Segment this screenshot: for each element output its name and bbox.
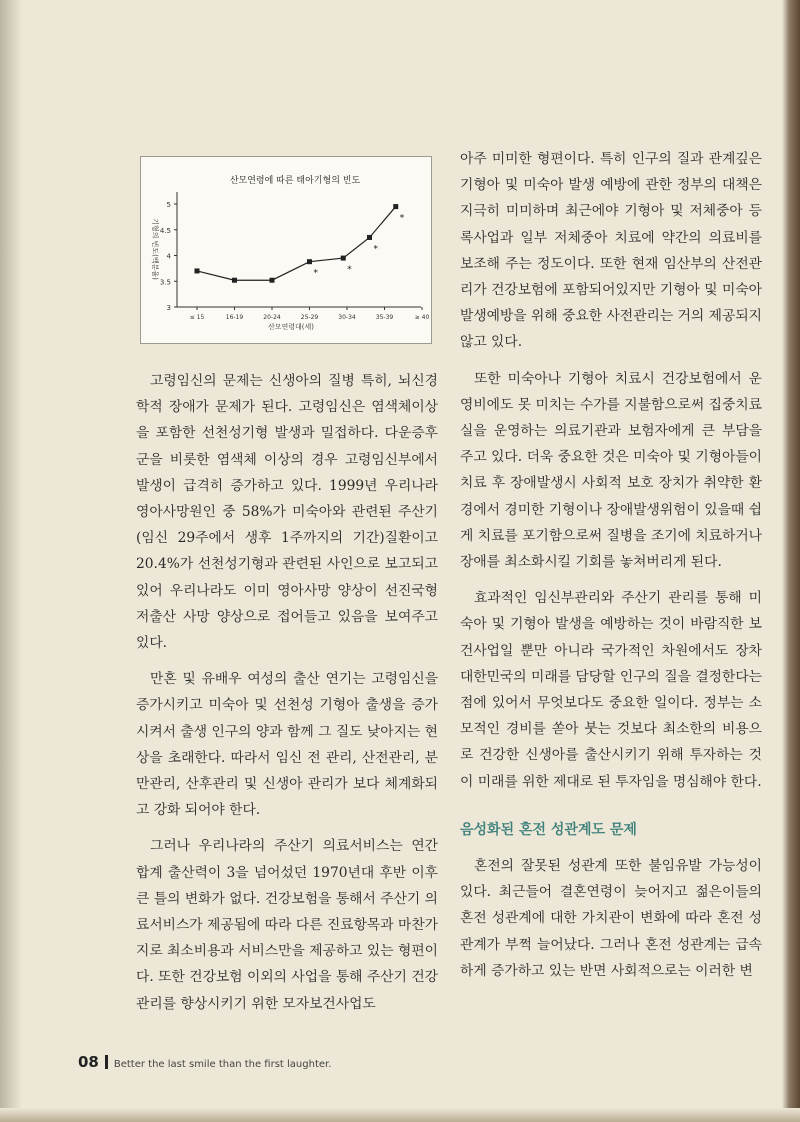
paragraph: 효과적인 임신부관리와 주산기 관리를 통해 미숙아 및 기형아 발생을 예방하는 것이 바람직한 보건사업일 뿐만 아니라 국가적인 차원에서도 장차 대한민국의 미래를 담당할 인구의 질을 결정한다는 점에 있어서 무엇보다도 중요한 일이다. 정부는 소모적인 경비를 쏟아 붓는 것보다 최소한의 비용으로 건강한 신생아를 출산시키기 위해 투자하는 것이 미래를 위한 제대로 된 투자임을 명심해야 한다.	[460, 590, 762, 790]
data-point	[232, 278, 237, 283]
x-tick-label: ≤ 15	[189, 314, 205, 321]
data-point	[367, 235, 372, 240]
page-bottom-edge	[0, 1108, 800, 1122]
data-point	[341, 256, 346, 261]
significance-marker: *	[373, 244, 378, 255]
x-tick-label: 16-19	[225, 314, 244, 321]
data-point	[393, 204, 398, 209]
paragraph: 만혼 및 유배우 여성의 출산 연기는 고령임신을 증가시키고 미숙아 및 선천성 기형아 출생을 증가시켜서 출생 인구의 양과 함께 그 질도 낮아지는 현상을 초래한다. 따라서 임신 전 관리, 산전관리, 분만관리, 산후관리 및 신생아 관리가 보다 체계화되고 강화 되어야 한다.	[136, 671, 438, 819]
significance-marker: *	[313, 268, 318, 279]
section-heading: 음성화된 혼전 성관계도 문제	[460, 821, 637, 838]
page-number: 08	[78, 1053, 99, 1071]
y-tick-label: 5	[166, 201, 171, 209]
right-column	[460, 146, 762, 984]
left-column	[136, 368, 438, 1017]
paragraph: 혼전의 잘못된 성관계 또한 불임유발 가능성이 있다. 최근들어 결혼연령이 늦어지고 젊은이들의 혼전 성관계에 대한 가치관이 변화에 따라 혼전 성관계가 부쩍 늘어났다. 그러나 혼전 성관계는 급속하게 증가하고 있는 반면 사회적으로는 이러한 변	[460, 858, 762, 979]
x-tick-label: 25-29	[300, 314, 319, 321]
chart-title: 산모연령에 따른 태아기형의 빈도	[229, 176, 361, 186]
y-tick-label: 4.5	[159, 226, 171, 235]
significance-marker: *	[399, 213, 405, 224]
paragraph: 아주 미미한 형편이다. 특히 인구의 질과 관계깊은 기형아 및 미숙아 발생 예방에 관한 정부의 대책은 지극히 미미하며 최근에야 기형아 및 저체중아 등록사업과 일부 저체중아 치료에 약간의 의료비를 보조해 주는 정도이다. 또한 현재 임산부의 산전관리가 건강보험에 포함되어있지만 기형아 및 미숙아 발생예방을 위해 중요한 사전관리는 거의 제공되지 않고 있다.	[460, 151, 762, 351]
x-axis-label: 산모연령대(세)	[267, 323, 315, 331]
x-tick-label: 35-39	[375, 314, 394, 321]
page-edge	[782, 0, 800, 1122]
binding-shadow	[0, 0, 22, 1122]
y-tick-label: 3	[166, 304, 171, 312]
y-tick-label: 3.5	[159, 278, 171, 287]
data-point	[195, 268, 200, 273]
paragraph: 그러나 우리나라의 주산기 의료서비스는 연간 합계 출산력이 3을 넘어섰던 1970년대 후반 이후 큰 틀의 변화가 없다. 건강보험을 통해서 주산기 의료서비스가 제공됨에 따라 다른 진료항목과 마찬가지로 최소비용과 서비스만을 제공하고 있는 형편이다. 또한 건강보험 이외의 사업을 통해 주산기 건강관리를 향상시키기 위한 모자보건사업도	[136, 838, 438, 1012]
x-tick-label: 30-34	[338, 314, 356, 321]
paragraph: 또한 미숙아나 기형아 치료시 건강보험에서 운영비에도 못 미치는 수가를 지불함으로써 집중치료실을 운영하는 의료기관과 보험자에게 큰 부담을 주고 있다. 더욱 중요한 것은 미숙아 및 기형아들이 치료 후 장애발생시 사회적 보호 장치가 취약한 환경에서 경미한 기형이나 장애발생위험이 있을때 쉽게 치료를 포기함으로써 질병을 조기에 치료하거나 장애를 최소화시킬 기회를 놓쳐버리게 된다.	[460, 370, 762, 571]
footer-divider	[105, 1055, 108, 1069]
line-chart	[141, 157, 431, 343]
y-axis-label: 기형의 빈도(백분율)	[151, 218, 159, 280]
footer-slogan: Better the last smile than the first laughter.	[113, 1059, 332, 1070]
page-footer	[78, 1052, 331, 1071]
data-point	[307, 259, 312, 264]
y-tick-label: 4	[166, 252, 171, 261]
x-tick-label: ≥ 40	[414, 314, 430, 321]
data-point	[270, 278, 275, 283]
paragraph: 고령임신의 문제는 신생아의 질병 특히, 뇌신경학적 장애가 문제가 된다. 고령임신은 염색체이상을 포함한 선천성기형 발생과 밀접하다. 다운증후군을 비롯한 염색체 이상의 경우 고령임신부에서 발생이 급격히 증가하고 있다. 1999년 우리나라 영아사망원인 중 58%가 미숙아와 관련된 주산기(임신 29주에서 생후 1주까지의 기간)질환이고 20.4%가 선천성기형과 관련된 사인으로 보고되고 있어 우리나라도 이미 영아사망 양상이 선진국형 저출산 사망 양상으로 접어들고 있음을 보여주고 있다.	[136, 373, 438, 652]
chart-figure	[140, 156, 432, 344]
series-line	[197, 207, 396, 281]
significance-marker: *	[347, 265, 352, 276]
x-tick-label: 20-24	[263, 314, 281, 321]
